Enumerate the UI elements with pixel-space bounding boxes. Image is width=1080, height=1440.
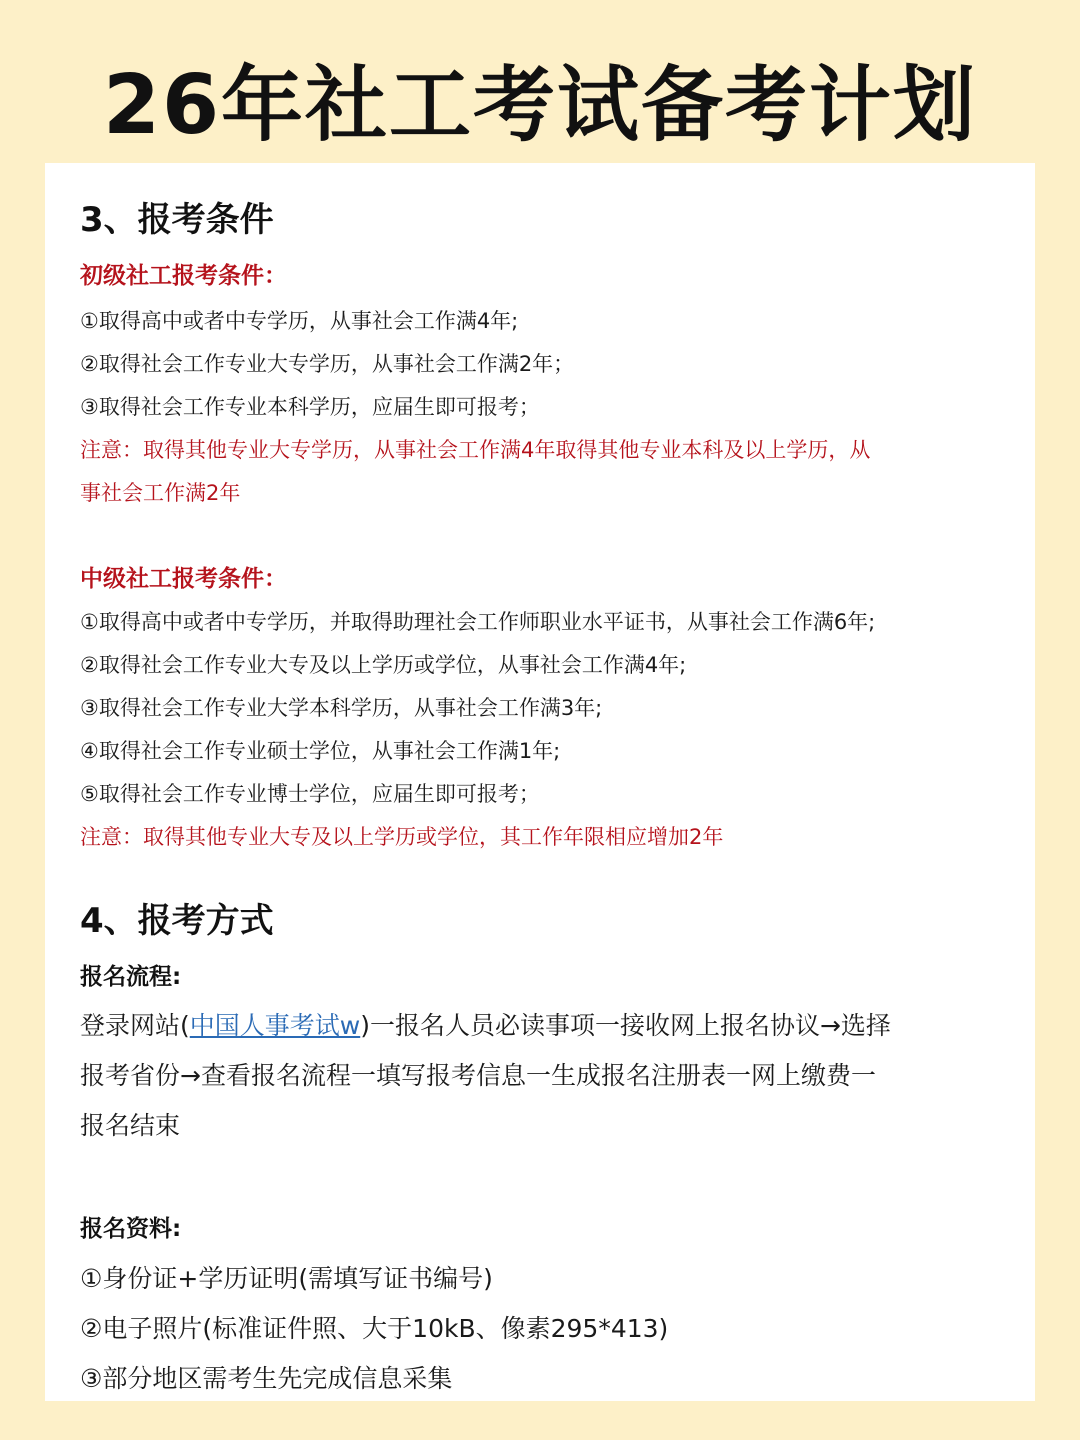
intermediate-condition-item: ①取得高中或者中专学历，并取得助理社会工作师职业水平证书，从事社会工作满6年; <box>80 610 876 634</box>
materials-item: ①身份证+学历证明(需填写证书编号) <box>80 1264 493 1293</box>
junior-condition-item: ①取得高中或者中专学历，从事社会工作满4年; <box>80 309 519 333</box>
intermediate-note: 注意：取得其他专业大专及以上学历或学位，其工作年限相应增加2年 <box>80 825 724 849</box>
intermediate-condition-item: ③取得社会工作专业大学本科学历，从事社会工作满3年; <box>80 696 603 720</box>
intermediate-condition-item: ②取得社会工作专业大专及以上学历或学位，从事社会工作满4年; <box>80 653 687 677</box>
materials-heading: 报名资料: <box>80 1216 182 1242</box>
exam-website-link[interactable]: 中国人事考试w <box>189 1011 361 1040</box>
junior-note-line-1: 注意：取得其他专业大专学历，从事社会工作满4年取得其他专业本科及以上学历，从 <box>80 438 871 462</box>
junior-condition-item: ③取得社会工作专业本科学历，应届生即可报考； <box>80 395 540 419</box>
process-line-3: 报名结束 <box>80 1111 181 1140</box>
materials-item: ②电子照片(标准证件照、大于10kB、像素295*413) <box>80 1314 669 1343</box>
intermediate-condition-item: ④取得社会工作专业硕士学位，从事社会工作满1年; <box>80 739 561 763</box>
intermediate-condition-item: ⑤取得社会工作专业博士学位，应届生即可报考； <box>80 782 540 806</box>
process-heading: 报名流程: <box>80 964 182 990</box>
process-suffix: )一报名人员必读事项一接收网上报名协议→选择 <box>360 1011 891 1040</box>
intermediate-conditions-heading: 中级社工报考条件： <box>80 566 287 592</box>
page-title: 26年社工考试备考计划 <box>102 58 978 153</box>
section-4-heading: 4、报考方式 <box>80 901 274 941</box>
process-prefix: 登录网站( <box>80 1011 190 1040</box>
junior-conditions-heading: 初级社工报考条件： <box>80 263 287 289</box>
junior-condition-item: ②取得社会工作专业大专学历，从事社会工作满2年； <box>80 352 575 376</box>
junior-note-line-2: 事社会工作满2年 <box>80 481 241 505</box>
section-3-heading: 3、报考条件 <box>80 200 274 240</box>
process-line-1 <box>80 1006 891 1042</box>
materials-item: ③部分地区需考生先完成信息采集 <box>80 1364 453 1393</box>
process-line-2: 报考省份→查看报名流程一填写报考信息一生成报名注册表一网上缴费一 <box>80 1061 876 1090</box>
